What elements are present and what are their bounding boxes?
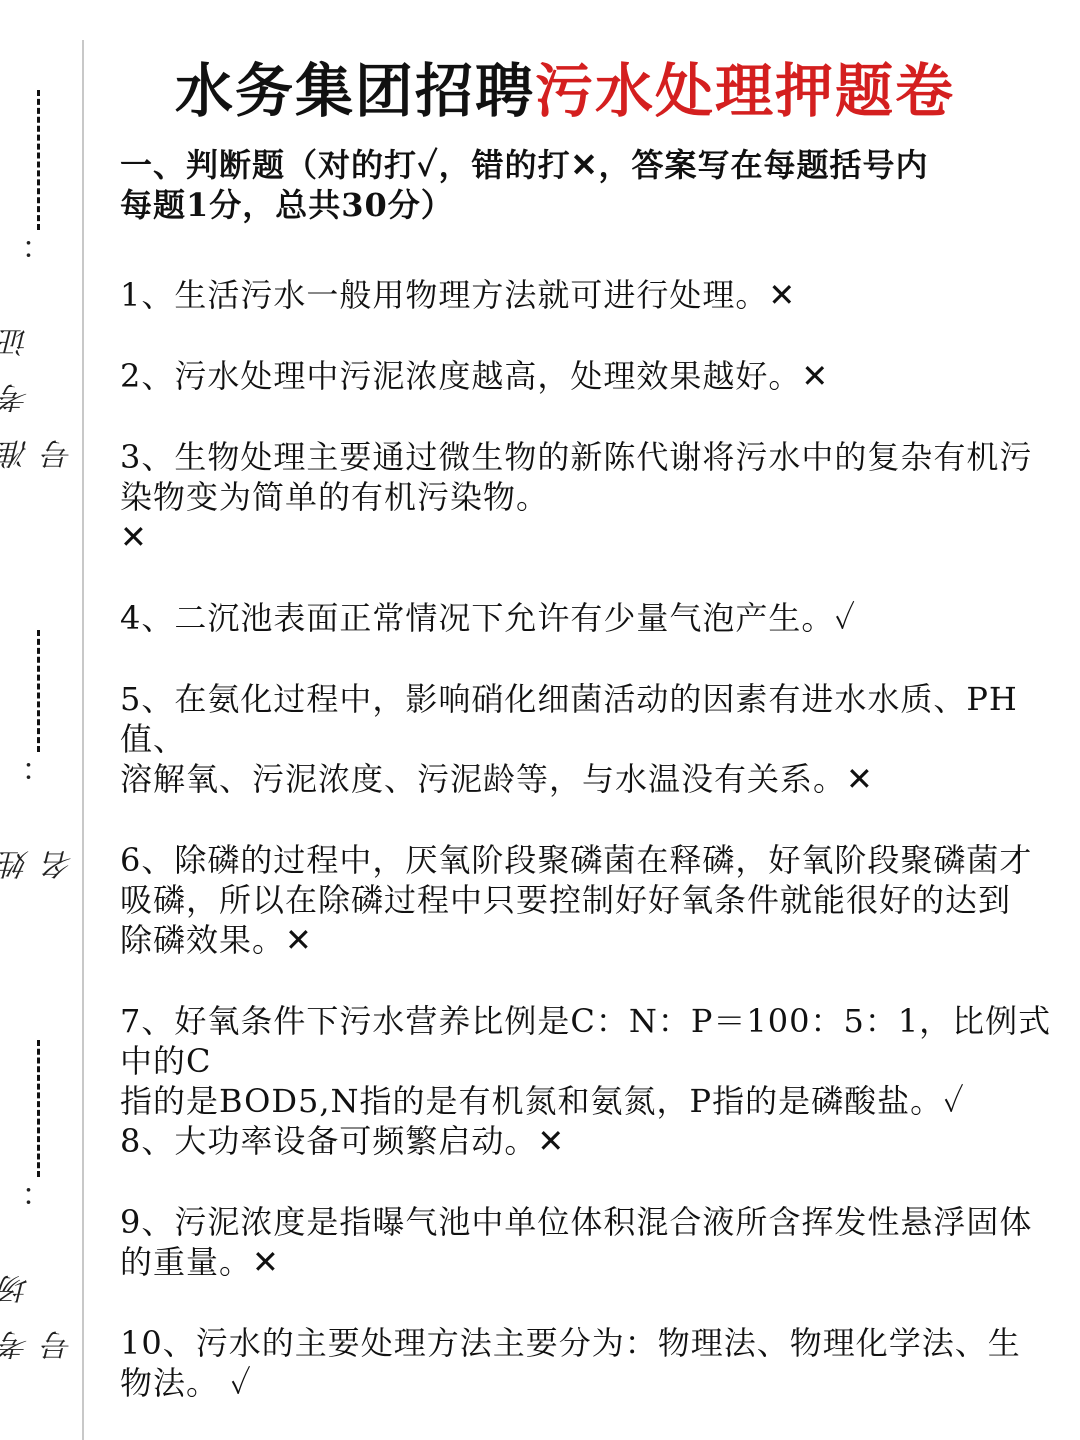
- question-line: 染物变为简单的有机污染物。: [120, 478, 550, 516]
- question-line: 4、二沉池表面正常情况下允许有少量气泡产生。✓: [120, 599, 857, 637]
- exam-id-blank[interactable]: [37, 90, 43, 230]
- question-4: [120, 598, 1052, 638]
- exam-id-colon: ：: [22, 230, 57, 261]
- exam-room-field: [0, 1040, 80, 1360]
- exam-content: [120, 145, 1052, 1403]
- name-field: [0, 630, 80, 880]
- question-line: 10、污水的主要处理方法主要分为：物理法、物理化学法、生: [120, 1324, 1021, 1362]
- page-title: [175, 44, 955, 128]
- name-label: 姓名: [0, 824, 79, 880]
- question-line: 2、污水处理中污泥浓度越高，处理效果越好。✕: [120, 357, 830, 395]
- question-line: 6、除磷的过程中，厌氧阶段聚磷菌在释磷，好氧阶段聚磷菌才: [120, 841, 1033, 879]
- question-6: [120, 840, 1052, 960]
- exam-id-label: 准考证号: [0, 302, 79, 470]
- question-line: 吸磷，所以在除磷过程中只要控制好好氧条件就能很好的达到: [120, 881, 1012, 919]
- question-line: 3、生物处理主要通过微生物的新陈代谢将污水中的复杂有机污: [120, 438, 1033, 476]
- question-line: 除磷效果。✕: [120, 921, 313, 959]
- section-heading: [120, 145, 1052, 225]
- question-line: 7、好氧条件下污水营养比例是C：N：P＝100：5：1，比例式中的C: [120, 1002, 1052, 1080]
- exam-room-blank[interactable]: [37, 1040, 43, 1177]
- name-blank[interactable]: [37, 630, 43, 752]
- name-colon: ：: [22, 752, 57, 783]
- question-7: [120, 1001, 1052, 1121]
- section-heading-line: 每题1分，总共30分）: [120, 186, 454, 224]
- question-5: [120, 679, 1052, 799]
- section-heading-line: 一、判断题（对的打✓，错的打✕，答案写在每题括号内: [120, 146, 929, 184]
- question-line: ✕: [120, 518, 148, 556]
- question-line: 5、在氨化过程中，影响硝化细菌活动的因素有进水水质、PH值、: [120, 680, 1018, 758]
- question-8: [120, 1121, 1052, 1161]
- question-10: [120, 1323, 1052, 1403]
- title-highlight: 污水处理押题卷: [535, 57, 956, 125]
- question-1: [120, 275, 1052, 315]
- question-line: 的重量。✕: [120, 1243, 280, 1281]
- question-line: 溶解氧、污泥浓度、污泥龄等，与水温没有关系。✕: [120, 760, 874, 798]
- title-prefix: 水务集团招聘: [175, 57, 536, 125]
- question-2: [120, 356, 1052, 396]
- question-line: 1、生活污水一般用物理方法就可进行处理。✕: [120, 276, 797, 314]
- exam-room-label: 考场号: [0, 1248, 79, 1360]
- question-line: 8、大功率设备可频繁启动。✕: [120, 1122, 566, 1160]
- question-9: [120, 1202, 1052, 1282]
- question-line: 指的是BOD5,N指的是有机氮和氨氮，P指的是磷酸盐。✓: [120, 1082, 965, 1120]
- question-line: 物法。 ✓: [120, 1364, 252, 1402]
- exam-id-field: [0, 90, 80, 470]
- exam-room-colon: ：: [22, 1176, 57, 1207]
- question-line: 9、污泥浓度是指曝气池中单位体积混合液所含挥发性悬浮固体: [120, 1203, 1033, 1241]
- question-3: [120, 437, 1052, 557]
